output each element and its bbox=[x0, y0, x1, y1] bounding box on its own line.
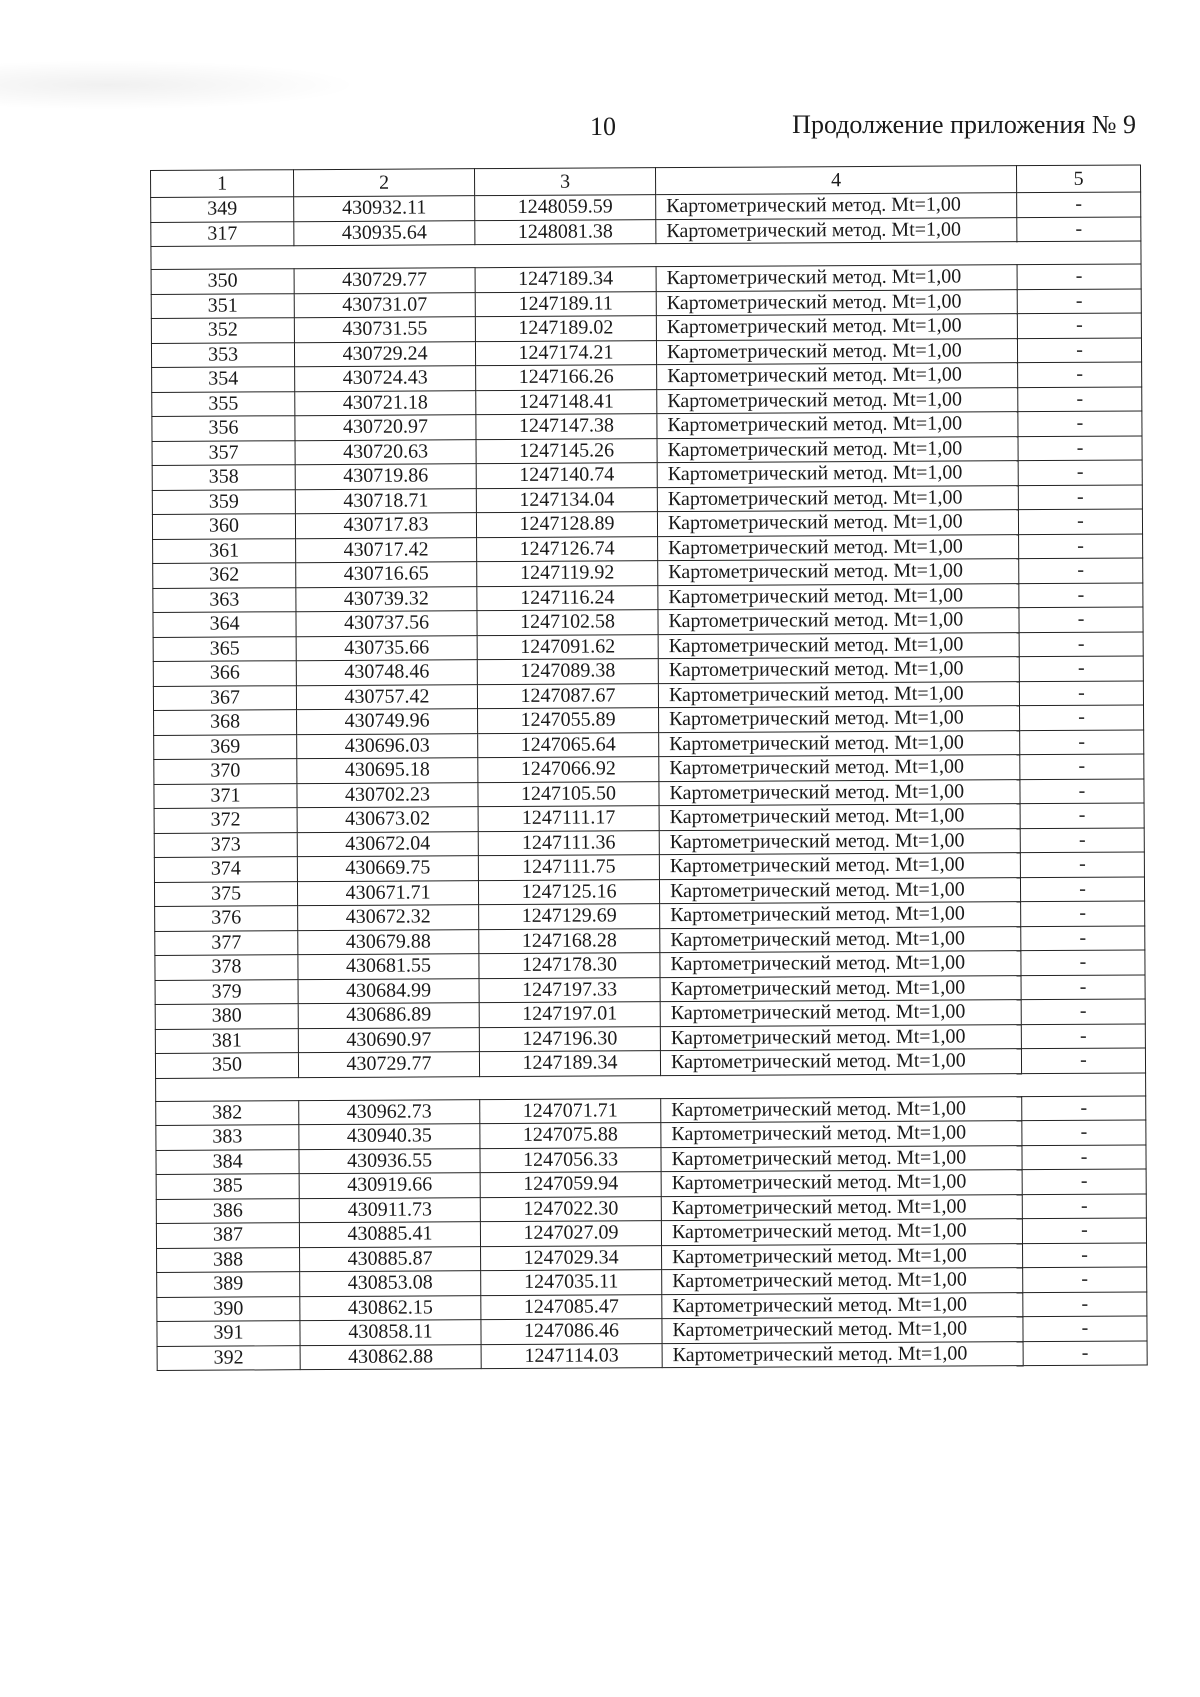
point-number-cell: 350 bbox=[151, 269, 294, 294]
note-cell: - bbox=[1019, 607, 1143, 632]
note-cell: - bbox=[1020, 852, 1144, 877]
method-cell: Картометрический метод. Mt=1,00 bbox=[661, 1145, 1022, 1172]
column-header-2: 2 bbox=[294, 169, 475, 197]
method-cell: Картометрический метод. Mt=1,00 bbox=[660, 926, 1021, 953]
x-coordinate-cell: 430757.42 bbox=[296, 684, 477, 710]
point-number-cell: 352 bbox=[151, 318, 294, 343]
point-number-cell: 374 bbox=[154, 857, 297, 882]
y-coordinate-cell: 1247087.67 bbox=[477, 683, 658, 709]
note-cell: - bbox=[1023, 1267, 1147, 1292]
note-cell: - bbox=[1017, 264, 1141, 289]
method-cell: Картометрический метод. Mt=1,00 bbox=[660, 1000, 1021, 1027]
y-coordinate-cell: 1247134.04 bbox=[476, 487, 657, 513]
x-coordinate-cell: 430862.88 bbox=[300, 1344, 481, 1370]
method-cell: Картометрический метод. Mt=1,00 bbox=[661, 1096, 1022, 1123]
note-cell: - bbox=[1017, 337, 1141, 362]
method-cell: Картометрический метод. Mt=1,00 bbox=[662, 1317, 1023, 1344]
point-number-cell: 388 bbox=[157, 1247, 300, 1272]
method-cell: Картометрический метод. Mt=1,00 bbox=[658, 657, 1019, 684]
method-cell: Картометрический метод. Mt=1,00 bbox=[659, 804, 1020, 831]
point-number-cell: 381 bbox=[155, 1028, 298, 1053]
note-cell: - bbox=[1020, 827, 1144, 852]
point-number-cell: 362 bbox=[153, 563, 296, 588]
x-coordinate-cell: 430729.77 bbox=[294, 268, 475, 294]
method-cell: Картометрический метод. Mt=1,00 bbox=[657, 412, 1018, 439]
method-cell: Картометрический метод. Mt=1,00 bbox=[659, 877, 1020, 904]
note-cell: - bbox=[1019, 680, 1143, 705]
column-header-1: 1 bbox=[151, 170, 294, 198]
x-coordinate-cell: 430673.02 bbox=[297, 807, 478, 833]
x-coordinate-cell: 430669.75 bbox=[297, 856, 478, 882]
note-cell: - bbox=[1017, 313, 1141, 338]
point-number-cell: 354 bbox=[152, 367, 295, 392]
coordinates-table-body bbox=[151, 165, 1148, 1371]
x-coordinate-cell: 430919.66 bbox=[299, 1173, 480, 1199]
note-cell: - bbox=[1017, 192, 1141, 217]
note-cell: - bbox=[1021, 999, 1145, 1024]
method-cell: Картометрический метод. Mt=1,00 bbox=[661, 1219, 1022, 1246]
note-cell: - bbox=[1019, 656, 1143, 681]
point-number-cell: 390 bbox=[157, 1296, 300, 1321]
note-cell: - bbox=[1020, 729, 1144, 754]
method-cell: Картометрический метод. Mt=1,00 bbox=[659, 853, 1020, 880]
column-header-3: 3 bbox=[474, 168, 655, 196]
point-number-cell: 317 bbox=[151, 221, 294, 246]
note-cell: - bbox=[1020, 803, 1144, 828]
note-cell: - bbox=[1023, 1340, 1147, 1365]
x-coordinate-cell: 430718.71 bbox=[295, 488, 476, 514]
point-number-cell: 353 bbox=[151, 342, 294, 367]
point-number-cell: 358 bbox=[152, 465, 295, 490]
note-cell: - bbox=[1021, 925, 1145, 950]
note-cell: - bbox=[1020, 876, 1144, 901]
y-coordinate-cell: 1247102.58 bbox=[477, 610, 658, 636]
method-cell: Картометрический метод. Mt=1,00 bbox=[659, 730, 1020, 757]
point-number-cell: 386 bbox=[156, 1198, 299, 1223]
y-coordinate-cell: 1247197.33 bbox=[479, 977, 660, 1003]
method-cell: Картометрический метод. Mt=1,00 bbox=[658, 559, 1019, 586]
method-cell: Картометрический метод. Mt=1,00 bbox=[657, 363, 1018, 390]
note-cell: - bbox=[1018, 435, 1142, 460]
note-cell: - bbox=[1018, 386, 1142, 411]
x-coordinate-cell: 430858.11 bbox=[300, 1320, 481, 1346]
point-number-cell: 391 bbox=[157, 1321, 300, 1346]
y-coordinate-cell: 1247174.21 bbox=[475, 340, 656, 366]
method-cell: Картометрический метод. Mt=1,00 bbox=[657, 387, 1018, 414]
point-number-cell: 366 bbox=[153, 661, 296, 686]
column-header-4: 4 bbox=[655, 166, 1016, 195]
point-number-cell: 355 bbox=[152, 391, 295, 416]
x-coordinate-cell: 430735.66 bbox=[296, 635, 477, 661]
y-coordinate-cell: 1247128.89 bbox=[476, 512, 657, 538]
note-cell: - bbox=[1018, 411, 1142, 436]
note-cell: - bbox=[1018, 362, 1142, 387]
point-number-cell: 371 bbox=[154, 783, 297, 808]
x-coordinate-cell: 430940.35 bbox=[299, 1124, 480, 1150]
y-coordinate-cell: 1247111.75 bbox=[478, 855, 659, 881]
point-number-cell: 379 bbox=[155, 979, 298, 1004]
note-cell: - bbox=[1022, 1120, 1146, 1145]
note-cell: - bbox=[1018, 484, 1142, 509]
x-coordinate-cell: 430695.18 bbox=[297, 758, 478, 784]
note-cell: - bbox=[1022, 1193, 1146, 1218]
y-coordinate-cell: 1247119.92 bbox=[477, 561, 658, 587]
point-number-cell: 375 bbox=[154, 881, 297, 906]
x-coordinate-cell: 430720.63 bbox=[295, 439, 476, 465]
y-coordinate-cell: 1247116.24 bbox=[477, 585, 658, 611]
y-coordinate-cell: 1247129.69 bbox=[479, 904, 660, 930]
x-coordinate-cell: 430862.15 bbox=[300, 1295, 481, 1321]
y-coordinate-cell: 1247071.71 bbox=[480, 1098, 661, 1124]
method-cell: Картометрический метод. Mt=1,00 bbox=[660, 902, 1021, 929]
y-coordinate-cell: 1247189.34 bbox=[479, 1051, 660, 1077]
y-coordinate-cell: 1247197.01 bbox=[479, 1002, 660, 1028]
method-cell: Картометрический метод. Mt=1,00 bbox=[658, 583, 1019, 610]
y-coordinate-cell: 1247189.02 bbox=[475, 316, 656, 342]
method-cell: Картометрический метод. Mt=1,00 bbox=[660, 1024, 1021, 1051]
y-coordinate-cell: 1247091.62 bbox=[477, 634, 658, 660]
x-coordinate-cell: 430885.87 bbox=[300, 1246, 481, 1272]
note-cell: - bbox=[1023, 1316, 1147, 1341]
x-coordinate-cell: 430672.32 bbox=[298, 905, 479, 931]
point-number-cell: 383 bbox=[156, 1125, 299, 1150]
point-number-cell: 377 bbox=[155, 930, 298, 955]
note-cell: - bbox=[1019, 558, 1143, 583]
note-cell: - bbox=[1021, 901, 1145, 926]
method-cell: Картометрический метод. Mt=1,00 bbox=[656, 289, 1017, 316]
method-cell: Картометрический метод. Mt=1,00 bbox=[657, 485, 1018, 512]
point-number-cell: 380 bbox=[155, 1004, 298, 1029]
y-coordinate-cell: 1247178.30 bbox=[479, 953, 660, 979]
note-cell: - bbox=[1021, 950, 1145, 975]
method-cell: Картометрический метод. Mt=1,00 bbox=[660, 951, 1021, 978]
method-cell: Картометрический метод. Mt=1,00 bbox=[659, 755, 1020, 782]
y-coordinate-cell: 1247027.09 bbox=[480, 1221, 661, 1247]
point-number-cell: 359 bbox=[152, 489, 295, 514]
method-cell: Картометрический метод. Mt=1,00 bbox=[662, 1341, 1023, 1368]
note-cell: - bbox=[1022, 1169, 1146, 1194]
method-cell: Картометрический метод. Mt=1,00 bbox=[657, 510, 1018, 537]
method-cell: Картометрический метод. Mt=1,00 bbox=[658, 608, 1019, 635]
x-coordinate-cell: 430672.04 bbox=[297, 831, 478, 857]
point-number-cell: 365 bbox=[153, 636, 296, 661]
method-cell: Картометрический метод. Mt=1,00 bbox=[659, 706, 1020, 733]
y-coordinate-cell: 1247111.36 bbox=[478, 830, 659, 856]
y-coordinate-cell: 1247059.94 bbox=[480, 1172, 661, 1198]
y-coordinate-cell: 1247125.16 bbox=[478, 879, 659, 905]
method-cell: Картометрический метод. Mt=1,00 bbox=[662, 1268, 1023, 1295]
note-cell: - bbox=[1020, 778, 1144, 803]
method-cell: Картометрический метод. Mt=1,00 bbox=[661, 1194, 1022, 1221]
note-cell: - bbox=[1022, 1144, 1146, 1169]
page-number: 10 bbox=[590, 112, 616, 141]
x-coordinate-cell: 430729.24 bbox=[294, 341, 475, 367]
x-coordinate-cell: 430731.55 bbox=[294, 317, 475, 343]
method-cell: Картометрический метод. Mt=1,00 bbox=[657, 461, 1018, 488]
x-coordinate-cell: 430749.96 bbox=[297, 709, 478, 735]
y-coordinate-cell: 1247111.17 bbox=[478, 806, 659, 832]
coordinates-table-wrapper bbox=[150, 164, 1148, 1371]
x-coordinate-cell: 430671.71 bbox=[297, 880, 478, 906]
y-coordinate-cell: 1247147.38 bbox=[476, 414, 657, 440]
y-coordinate-cell: 1247148.41 bbox=[476, 389, 657, 415]
y-coordinate-cell: 1247065.64 bbox=[478, 732, 659, 758]
x-coordinate-cell: 430748.46 bbox=[296, 660, 477, 686]
note-cell: - bbox=[1022, 1095, 1146, 1120]
y-coordinate-cell: 1247168.28 bbox=[479, 928, 660, 954]
x-coordinate-cell: 430717.83 bbox=[295, 513, 476, 539]
point-number-cell: 372 bbox=[154, 808, 297, 833]
point-number-cell: 384 bbox=[156, 1149, 299, 1174]
y-coordinate-cell: 1247085.47 bbox=[481, 1294, 662, 1320]
y-coordinate-cell: 1247056.33 bbox=[480, 1147, 661, 1173]
y-coordinate-cell: 1247075.88 bbox=[480, 1123, 661, 1149]
point-number-cell: 351 bbox=[151, 293, 294, 318]
y-coordinate-cell: 1247035.11 bbox=[481, 1270, 662, 1296]
note-cell: - bbox=[1020, 754, 1144, 779]
scan-artifact bbox=[0, 60, 360, 110]
table-row bbox=[157, 1340, 1147, 1370]
note-cell: - bbox=[1021, 1048, 1145, 1073]
point-number-cell: 373 bbox=[154, 832, 297, 857]
point-number-cell: 357 bbox=[152, 440, 295, 465]
note-cell: - bbox=[1018, 509, 1142, 534]
method-cell: Картометрический метод. Mt=1,00 bbox=[660, 975, 1021, 1002]
method-cell: Картометрический метод. Mt=1,00 bbox=[656, 314, 1017, 341]
y-coordinate-cell: 1248081.38 bbox=[475, 219, 656, 245]
point-number-cell: 392 bbox=[157, 1345, 300, 1370]
y-coordinate-cell: 1248059.59 bbox=[475, 195, 656, 221]
x-coordinate-cell: 430724.43 bbox=[295, 366, 476, 392]
x-coordinate-cell: 430681.55 bbox=[298, 954, 479, 980]
point-number-cell: 376 bbox=[155, 906, 298, 931]
y-coordinate-cell: 1247166.26 bbox=[476, 365, 657, 391]
method-cell: Картометрический метод. Mt=1,00 bbox=[662, 1243, 1023, 1270]
point-number-cell: 370 bbox=[154, 759, 297, 784]
note-cell: - bbox=[1018, 460, 1142, 485]
point-number-cell: 361 bbox=[153, 538, 296, 563]
y-coordinate-cell: 1247140.74 bbox=[476, 463, 657, 489]
method-cell: Картометрический метод. Mt=1,00 bbox=[658, 534, 1019, 561]
note-cell: - bbox=[1017, 216, 1141, 241]
point-number-cell: 385 bbox=[156, 1174, 299, 1199]
point-number-cell: 356 bbox=[152, 416, 295, 441]
x-coordinate-cell: 430720.97 bbox=[295, 415, 476, 441]
note-cell: - bbox=[1019, 631, 1143, 656]
x-coordinate-cell: 430717.42 bbox=[296, 537, 477, 563]
method-cell: Картометрический метод. Mt=1,00 bbox=[661, 1170, 1022, 1197]
point-number-cell: 389 bbox=[157, 1272, 300, 1297]
method-cell: Картометрический метод. Mt=1,00 bbox=[656, 265, 1017, 292]
x-coordinate-cell: 430911.73 bbox=[299, 1197, 480, 1223]
x-coordinate-cell: 430737.56 bbox=[296, 611, 477, 637]
method-cell: Картометрический метод. Mt=1,00 bbox=[658, 632, 1019, 659]
y-coordinate-cell: 1247089.38 bbox=[477, 659, 658, 685]
method-cell: Картометрический метод. Mt=1,00 bbox=[658, 681, 1019, 708]
point-number-cell: 368 bbox=[154, 710, 297, 735]
x-coordinate-cell: 430696.03 bbox=[297, 733, 478, 759]
method-cell: Картометрический метод. Mt=1,00 bbox=[656, 338, 1017, 365]
x-coordinate-cell: 430679.88 bbox=[298, 929, 479, 955]
coordinates-table bbox=[150, 164, 1148, 1371]
x-coordinate-cell: 430885.41 bbox=[299, 1222, 480, 1248]
note-cell: - bbox=[1022, 1218, 1146, 1243]
x-coordinate-cell: 430702.23 bbox=[297, 782, 478, 808]
method-cell: Картометрический метод. Mt=1,00 bbox=[662, 1292, 1023, 1319]
y-coordinate-cell: 1247022.30 bbox=[480, 1196, 661, 1222]
y-coordinate-cell: 1247189.34 bbox=[475, 267, 656, 293]
x-coordinate-cell: 430729.77 bbox=[298, 1052, 479, 1078]
y-coordinate-cell: 1247086.46 bbox=[481, 1319, 662, 1345]
note-cell: - bbox=[1021, 1023, 1145, 1048]
note-cell: - bbox=[1021, 974, 1145, 999]
note-cell: - bbox=[1023, 1291, 1147, 1316]
y-coordinate-cell: 1247145.26 bbox=[476, 438, 657, 464]
note-cell: - bbox=[1017, 288, 1141, 313]
x-coordinate-cell: 430731.07 bbox=[294, 292, 475, 318]
x-coordinate-cell: 430932.11 bbox=[294, 196, 475, 222]
x-coordinate-cell: 430962.73 bbox=[299, 1099, 480, 1125]
x-coordinate-cell: 430719.86 bbox=[295, 464, 476, 490]
method-cell: Картометрический метод. Mt=1,00 bbox=[656, 193, 1017, 220]
point-number-cell: 349 bbox=[151, 197, 294, 222]
x-coordinate-cell: 430739.32 bbox=[296, 586, 477, 612]
page-title: Продолжение приложения № 9 bbox=[792, 110, 1136, 139]
x-coordinate-cell: 430716.65 bbox=[296, 562, 477, 588]
column-header-5: 5 bbox=[1016, 165, 1140, 193]
y-coordinate-cell: 1247055.89 bbox=[478, 708, 659, 734]
note-cell: - bbox=[1023, 1242, 1147, 1267]
x-coordinate-cell: 430936.55 bbox=[299, 1148, 480, 1174]
point-number-cell: 350 bbox=[155, 1053, 298, 1078]
point-number-cell: 387 bbox=[156, 1223, 299, 1248]
y-coordinate-cell: 1247189.11 bbox=[475, 291, 656, 317]
x-coordinate-cell: 430684.99 bbox=[298, 978, 479, 1004]
point-number-cell: 360 bbox=[152, 514, 295, 539]
method-cell: Картометрический метод. Mt=1,00 bbox=[659, 779, 1020, 806]
y-coordinate-cell: 1247196.30 bbox=[479, 1026, 660, 1052]
method-cell: Картометрический метод. Mt=1,00 bbox=[661, 1121, 1022, 1148]
note-cell: - bbox=[1020, 705, 1144, 730]
x-coordinate-cell: 430721.18 bbox=[295, 390, 476, 416]
point-number-cell: 378 bbox=[155, 955, 298, 980]
x-coordinate-cell: 430686.89 bbox=[298, 1003, 479, 1029]
method-cell: Картометрический метод. Mt=1,00 bbox=[657, 436, 1018, 463]
method-cell: Картометрический метод. Mt=1,00 bbox=[660, 1049, 1021, 1076]
x-coordinate-cell: 430853.08 bbox=[300, 1271, 481, 1297]
y-coordinate-cell: 1247029.34 bbox=[481, 1245, 662, 1271]
point-number-cell: 367 bbox=[153, 685, 296, 710]
note-cell: - bbox=[1019, 582, 1143, 607]
y-coordinate-cell: 1247114.03 bbox=[481, 1343, 662, 1369]
point-number-cell: 363 bbox=[153, 587, 296, 612]
point-number-cell: 364 bbox=[153, 612, 296, 637]
x-coordinate-cell: 430690.97 bbox=[298, 1027, 479, 1053]
method-cell: Картометрический метод. Mt=1,00 bbox=[656, 217, 1017, 244]
y-coordinate-cell: 1247066.92 bbox=[478, 757, 659, 783]
y-coordinate-cell: 1247126.74 bbox=[477, 536, 658, 562]
method-cell: Картометрический метод. Mt=1,00 bbox=[659, 828, 1020, 855]
point-number-cell: 369 bbox=[154, 734, 297, 759]
y-coordinate-cell: 1247105.50 bbox=[478, 781, 659, 807]
note-cell: - bbox=[1019, 533, 1143, 558]
x-coordinate-cell: 430935.64 bbox=[294, 220, 475, 246]
point-number-cell: 382 bbox=[156, 1100, 299, 1125]
